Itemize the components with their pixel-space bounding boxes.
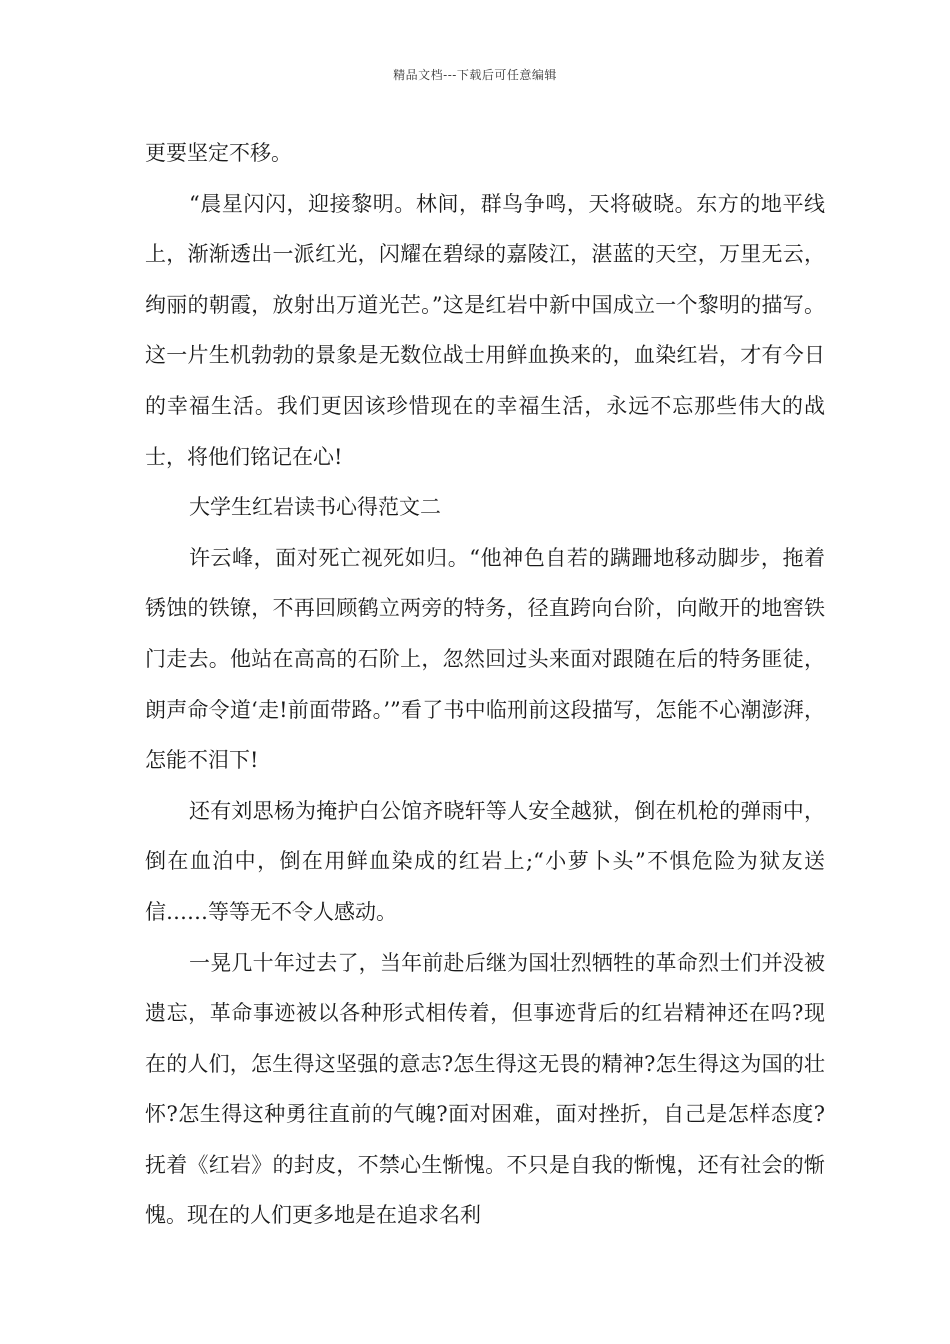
document-body	[145, 128, 825, 1241]
section-heading: 大学生红岩读书心得范文二	[189, 495, 441, 520]
paragraph-3: 许云峰，面对死亡视死如归。“他神色自若的蹒跚地移动脚步，拖着锈蚀的铁镣，不再回顾鹤立两旁的特务，径直跨向台阶，向敞开的地窖铁门走去。他站在高高的石阶上，忽然回过头来面对跟随在后的特务匪徒，朗声命令道‘走!前面带路。’”看了书中临刑前这段描写，怎能不心潮澎湃，怎能不泪下!	[145, 545, 825, 773]
page-header: 精品文档---下载后可任意编辑	[393, 68, 557, 82]
paragraph-1: 更要坚定不移。	[145, 141, 292, 165]
paragraph-4: 还有刘思杨为掩护白公馆齐晓轩等人安全越狱，倒在机枪的弹雨中，倒在血泊中，倒在用鲜血染成的红岩上;“小萝卜头”不惧危险为狱友送信……等等无不令人感动。	[145, 798, 825, 924]
paragraph-2: “晨星闪闪，迎接黎明。林间，群鸟争鸣，天将破晓。东方的地平线上，渐渐透出一派红光，闪耀在碧绿的嘉陵江，湛蓝的天空，万里无云，绚丽的朝霞，放射出万道光芒。”这是红岩中新中国成立一个黎明的描写。这一片生机勃勃的景象是无数位战士用鲜血换来的，血染红岩，才有今日的幸福生活。我们更因该珍惜现在的幸福生活，永远不忘那些伟大的战士，将他们铭记在心!	[145, 191, 825, 469]
paragraph-5: 一晃几十年过去了，当年前赴后继为国壮烈牺牲的革命烈士们并没被遗忘，革命事迹被以各种形式相传着，但事迹背后的红岩精神还在吗?现在的人们，怎生得这坚强的意志?怎生得这无畏的精神?怎生得这为国的壮怀?怎生得这种勇往直前的气魄?面对困难，面对挫折，自己是怎样态度?抚着《红岩》的封皮，不禁心生惭愧。不只是自我的惭愧，还有社会的惭愧。现在的人们更多地是在追求名利	[145, 950, 825, 1228]
